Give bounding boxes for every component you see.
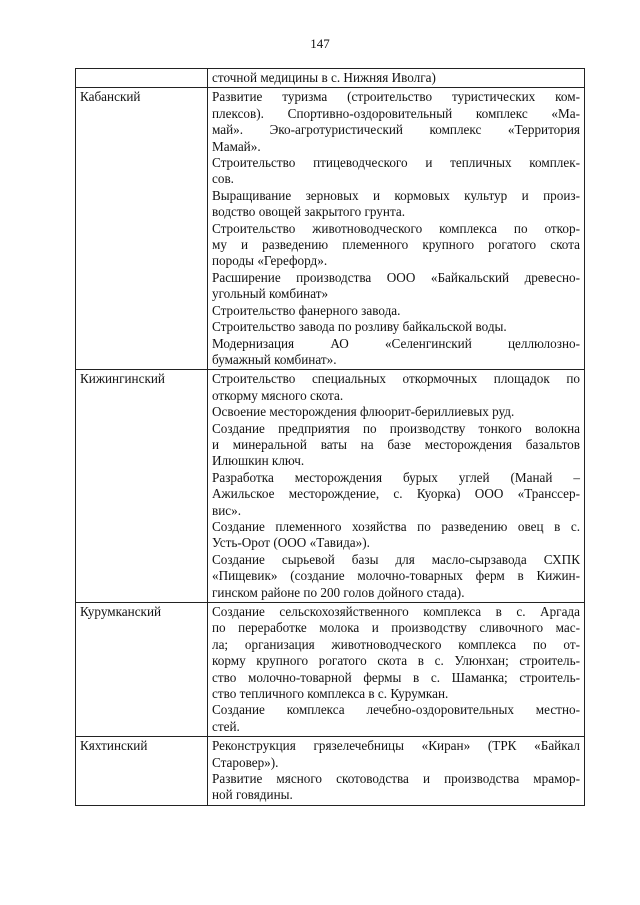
project-paragraph: [212, 470, 580, 519]
text-line: ной говядины.: [212, 787, 293, 803]
projects-cell: [208, 88, 585, 370]
text-line: угольный комбинат»: [212, 286, 329, 302]
text-line: Старовер»).: [212, 754, 279, 770]
text-line: Создание сельскохозяйственного комплекса в с. Аргада: [212, 604, 580, 619]
text-line: Освоение месторождения флюорит-бериллиевых руд.: [212, 404, 515, 420]
district-cell: Курумканский: [76, 603, 208, 737]
text-line: Строительство птицеводческого и тепличных комплек-: [212, 155, 580, 171]
project-paragraph: [212, 738, 580, 771]
text-line: ла; организация животноводческого комплекса по от-: [212, 636, 580, 652]
text-line: вис».: [212, 502, 242, 518]
project-paragraph: [212, 421, 580, 470]
project-paragraph: [212, 270, 580, 303]
text-line: Развитие мясного скотоводства и производства мрамор-: [212, 771, 580, 787]
text-line: «Пищевик» (создание молочно-товарных ферм в Кижин-: [212, 568, 580, 584]
text-line: Строительство животноводческого комплекса по откор-: [212, 220, 580, 236]
text-line: Мамай».: [212, 138, 261, 154]
text-line: и минеральной ваты на базе месторождения базальтов: [212, 436, 580, 452]
text-line: Ажильское месторождение, с. Куорка) ООО «Транссер-: [212, 486, 580, 502]
project-paragraph: [212, 519, 580, 552]
projects-cell: [208, 737, 585, 806]
text-line: ство тепличного комплекса в с. Курумкан.: [212, 686, 449, 702]
text-line: плексов). Спортивно-оздоровительный комплекс «Ма-: [212, 105, 580, 121]
text-line: ство молочно-товарной фермы в с. Шаманка; строитель-: [212, 669, 580, 685]
text-line: откорму мясного скота.: [212, 387, 344, 403]
project-paragraph: [212, 371, 580, 404]
text-line: май». Эко-агротуристический комплекс «Территория: [212, 122, 580, 138]
text-line: породы «Герефорд».: [212, 253, 328, 269]
text-line: Строительство специальных откормочных площадок по: [212, 371, 580, 387]
project-paragraph: [212, 404, 580, 420]
text-line: стей.: [212, 718, 240, 734]
text-line: водство овощей закрытого грунта.: [212, 204, 406, 220]
text-line: корму крупного рогатого скота в с. Улюнхан; строитель-: [212, 653, 580, 669]
project-paragraph: [212, 303, 580, 319]
projects-cell: [208, 603, 585, 737]
text-line: сточной медицины в с. Нижняя Иволга): [212, 70, 436, 85]
table-row: [76, 69, 585, 88]
project-paragraph: [212, 70, 580, 86]
district-cell: [76, 69, 208, 88]
table-row: [76, 737, 585, 806]
page-number: 147: [310, 36, 330, 51]
text-line: му и разведению племенного крупного рогатого скота: [212, 237, 580, 253]
project-paragraph: [212, 319, 580, 335]
table-row: [76, 88, 585, 370]
text-line: Создание сырьевой базы для масло-сырзавода СХПК: [212, 551, 580, 567]
district-cell: Кабанский: [76, 88, 208, 370]
project-paragraph: [212, 188, 580, 221]
text-line: Реконструкция грязелечебницы «Киран» (ТРК «Байкал: [212, 738, 580, 754]
text-line: Модернизация АО «Селенгинский целлюлозно-: [212, 335, 580, 351]
project-paragraph: [212, 89, 580, 155]
text-line: Расширение производства ООО «Байкальский древесно-: [212, 269, 580, 285]
project-paragraph: [212, 155, 580, 188]
projects-cell: [208, 69, 585, 88]
projects-cell: [208, 370, 585, 603]
text-line: Усть-Орот (ООО «Тавида»).: [212, 535, 370, 551]
text-line: Развитие туризма (строительство туристических ком-: [212, 89, 580, 105]
text-line: Создание комплекса лечебно-оздоровительных местно-: [212, 702, 580, 718]
project-paragraph: [212, 702, 580, 735]
text-line: бумажный комбинат».: [212, 351, 337, 367]
project-paragraph: [212, 604, 580, 702]
text-line: гинском районе по 200 голов дойного стада).: [212, 584, 465, 600]
project-paragraph: [212, 552, 580, 601]
text-line: Выращивание зерновых и кормовых культур и произ-: [212, 187, 580, 203]
projects-table: [75, 68, 585, 806]
table-row: [76, 603, 585, 737]
text-line: Создание племенного хозяйства по разведению овец в с.: [212, 518, 580, 534]
project-paragraph: [212, 221, 580, 270]
project-paragraph: [212, 771, 580, 804]
text-line: Строительство завода по розливу байкальской воды.: [212, 319, 507, 335]
text-line: по переработке молока и производству сливочного мас-: [212, 620, 580, 636]
district-cell: Кижингинский: [76, 370, 208, 603]
text-line: Илюшкин ключ.: [212, 453, 305, 469]
projects-table-body: [76, 69, 585, 806]
text-line: Создание предприятия по производству тонкого волокна: [212, 420, 580, 436]
district-cell: Кяхтинский: [76, 737, 208, 806]
table-row: [76, 370, 585, 603]
text-line: сов.: [212, 171, 234, 187]
text-line: Разработка месторождения бурых углей (Манай –: [212, 469, 580, 485]
text-line: Строительство фанерного завода.: [212, 302, 401, 318]
project-paragraph: [212, 336, 580, 369]
